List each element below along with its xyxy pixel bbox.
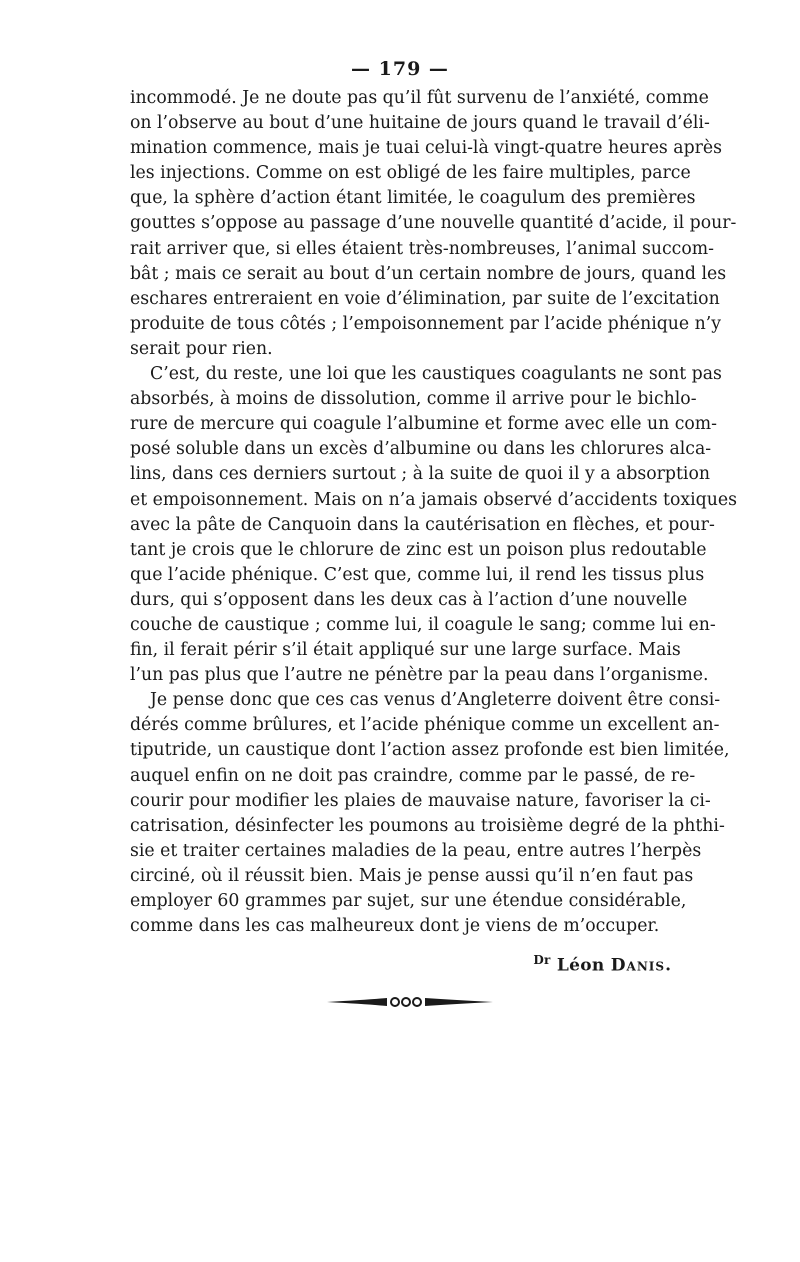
text-line: on l’observe au bout d’une huitaine de jours quand le travail d’éli- bbox=[130, 113, 710, 134]
signature-title: Dr bbox=[533, 953, 551, 967]
signature-name: Léon bbox=[556, 955, 605, 976]
body-text bbox=[130, 86, 737, 939]
text-line: que, la sphère d’action étant limitée, le coagulum des premières bbox=[130, 188, 696, 209]
text-line: mination commence, mais je tuai celui-là vingt-quatre heures après bbox=[130, 138, 723, 159]
text-line: couche de caustique ; comme lui, il coagule le sang; comme lui en- bbox=[130, 614, 716, 635]
text-line: bât ; mais ce serait au bout d’un certain nombre de jours, quand les bbox=[130, 263, 727, 284]
text-line: serait pour rien. bbox=[130, 338, 273, 359]
text-line: incommodé. Je ne doute pas qu’il fût survenu de l’anxiété, comme bbox=[130, 88, 709, 108]
text-line: tant je crois que le chlorure de zinc est un poison plus redoutable bbox=[130, 539, 707, 560]
author-signature bbox=[533, 953, 672, 976]
paragraph bbox=[130, 86, 737, 362]
text-line: circiné, où il réussit bien. Mais je pense aussi qu’il n’en faut pas bbox=[130, 865, 694, 886]
text-line: C’est, du reste, une loi que les caustiques coagulants ne sont pas bbox=[150, 364, 722, 385]
text-line: employer 60 grammes par sujet, sur une étendue considérable, bbox=[130, 891, 687, 911]
text-line: catrisation, désinfecter les poumons au troisième degré de la phthi- bbox=[130, 815, 725, 836]
text-line: auquel enfin on ne doit pas craindre, comme par le passé, de re- bbox=[130, 765, 696, 786]
signature-surname: Danis. bbox=[610, 955, 672, 976]
text-line: l’un pas plus que l’autre ne pénètre par la peau dans l’organisme. bbox=[130, 665, 709, 686]
text-line: courir pour modifier les plaies de mauvaise nature, favoriser la ci- bbox=[130, 790, 711, 811]
text-line: les injections. Comme on est obligé de les faire multiples, parce bbox=[130, 163, 691, 184]
text-line: fin, il ferait périr s’il était appliqué sur une large surface. Mais bbox=[130, 640, 681, 661]
decorative-rule-ornament-icon bbox=[325, 994, 495, 1010]
paragraph bbox=[130, 688, 730, 939]
text-line: eschares entreraient en voie d’élimination, par suite de l’excitation bbox=[130, 288, 720, 309]
text-line: rait arriver que, si elles étaient très-nombreuses, l’animal succom- bbox=[130, 238, 714, 259]
text-line: et empoisonnement. Mais on n’a jamais observé d’accidents toxiques bbox=[130, 489, 737, 510]
text-line: que l’acide phénique. C’est que, comme lui, il rend les tissus plus bbox=[130, 564, 705, 585]
text-line: comme dans les cas malheureux dont je viens de m’occuper. bbox=[130, 916, 660, 937]
page-number: — 179 — bbox=[351, 58, 449, 80]
text-line: posé soluble dans un excès d’albumine ou dans les chlorures alca- bbox=[130, 439, 712, 460]
text-line: tiputride, un caustique dont l’action assez profonde est bien limitée, bbox=[130, 740, 730, 761]
text-line: durs, qui s’opposent dans les deux cas à l’action d’une nouvelle bbox=[130, 589, 688, 610]
text-line: rure de mercure qui coagule l’albumine et forme avec elle un com- bbox=[130, 414, 718, 435]
text-line: absorbés, à moins de dissolution, comme il arrive pour le bichlo- bbox=[130, 389, 697, 410]
text-line: avec la pâte de Canquoin dans la cautérisation en flèches, et pour- bbox=[130, 514, 715, 535]
text-line: dérés comme brûlures, et l’acide phénique comme un excellent an- bbox=[130, 715, 720, 736]
text-line: gouttes s’oppose au passage d’une nouvelle quantité d’acide, il pour- bbox=[130, 213, 737, 234]
text-line: sie et traiter certaines maladies de la peau, entre autres l’herpès bbox=[130, 840, 702, 861]
text-line: produite de tous côtés ; l’empoisonnement par l’acide phénique n’y bbox=[130, 313, 722, 334]
paragraph bbox=[130, 362, 737, 688]
text-line: Je pense donc que ces cas venus d’Angleterre doivent être consi- bbox=[150, 690, 721, 711]
text-line: lins, dans ces derniers surtout ; à la suite de quoi il y a absorption bbox=[130, 464, 710, 485]
